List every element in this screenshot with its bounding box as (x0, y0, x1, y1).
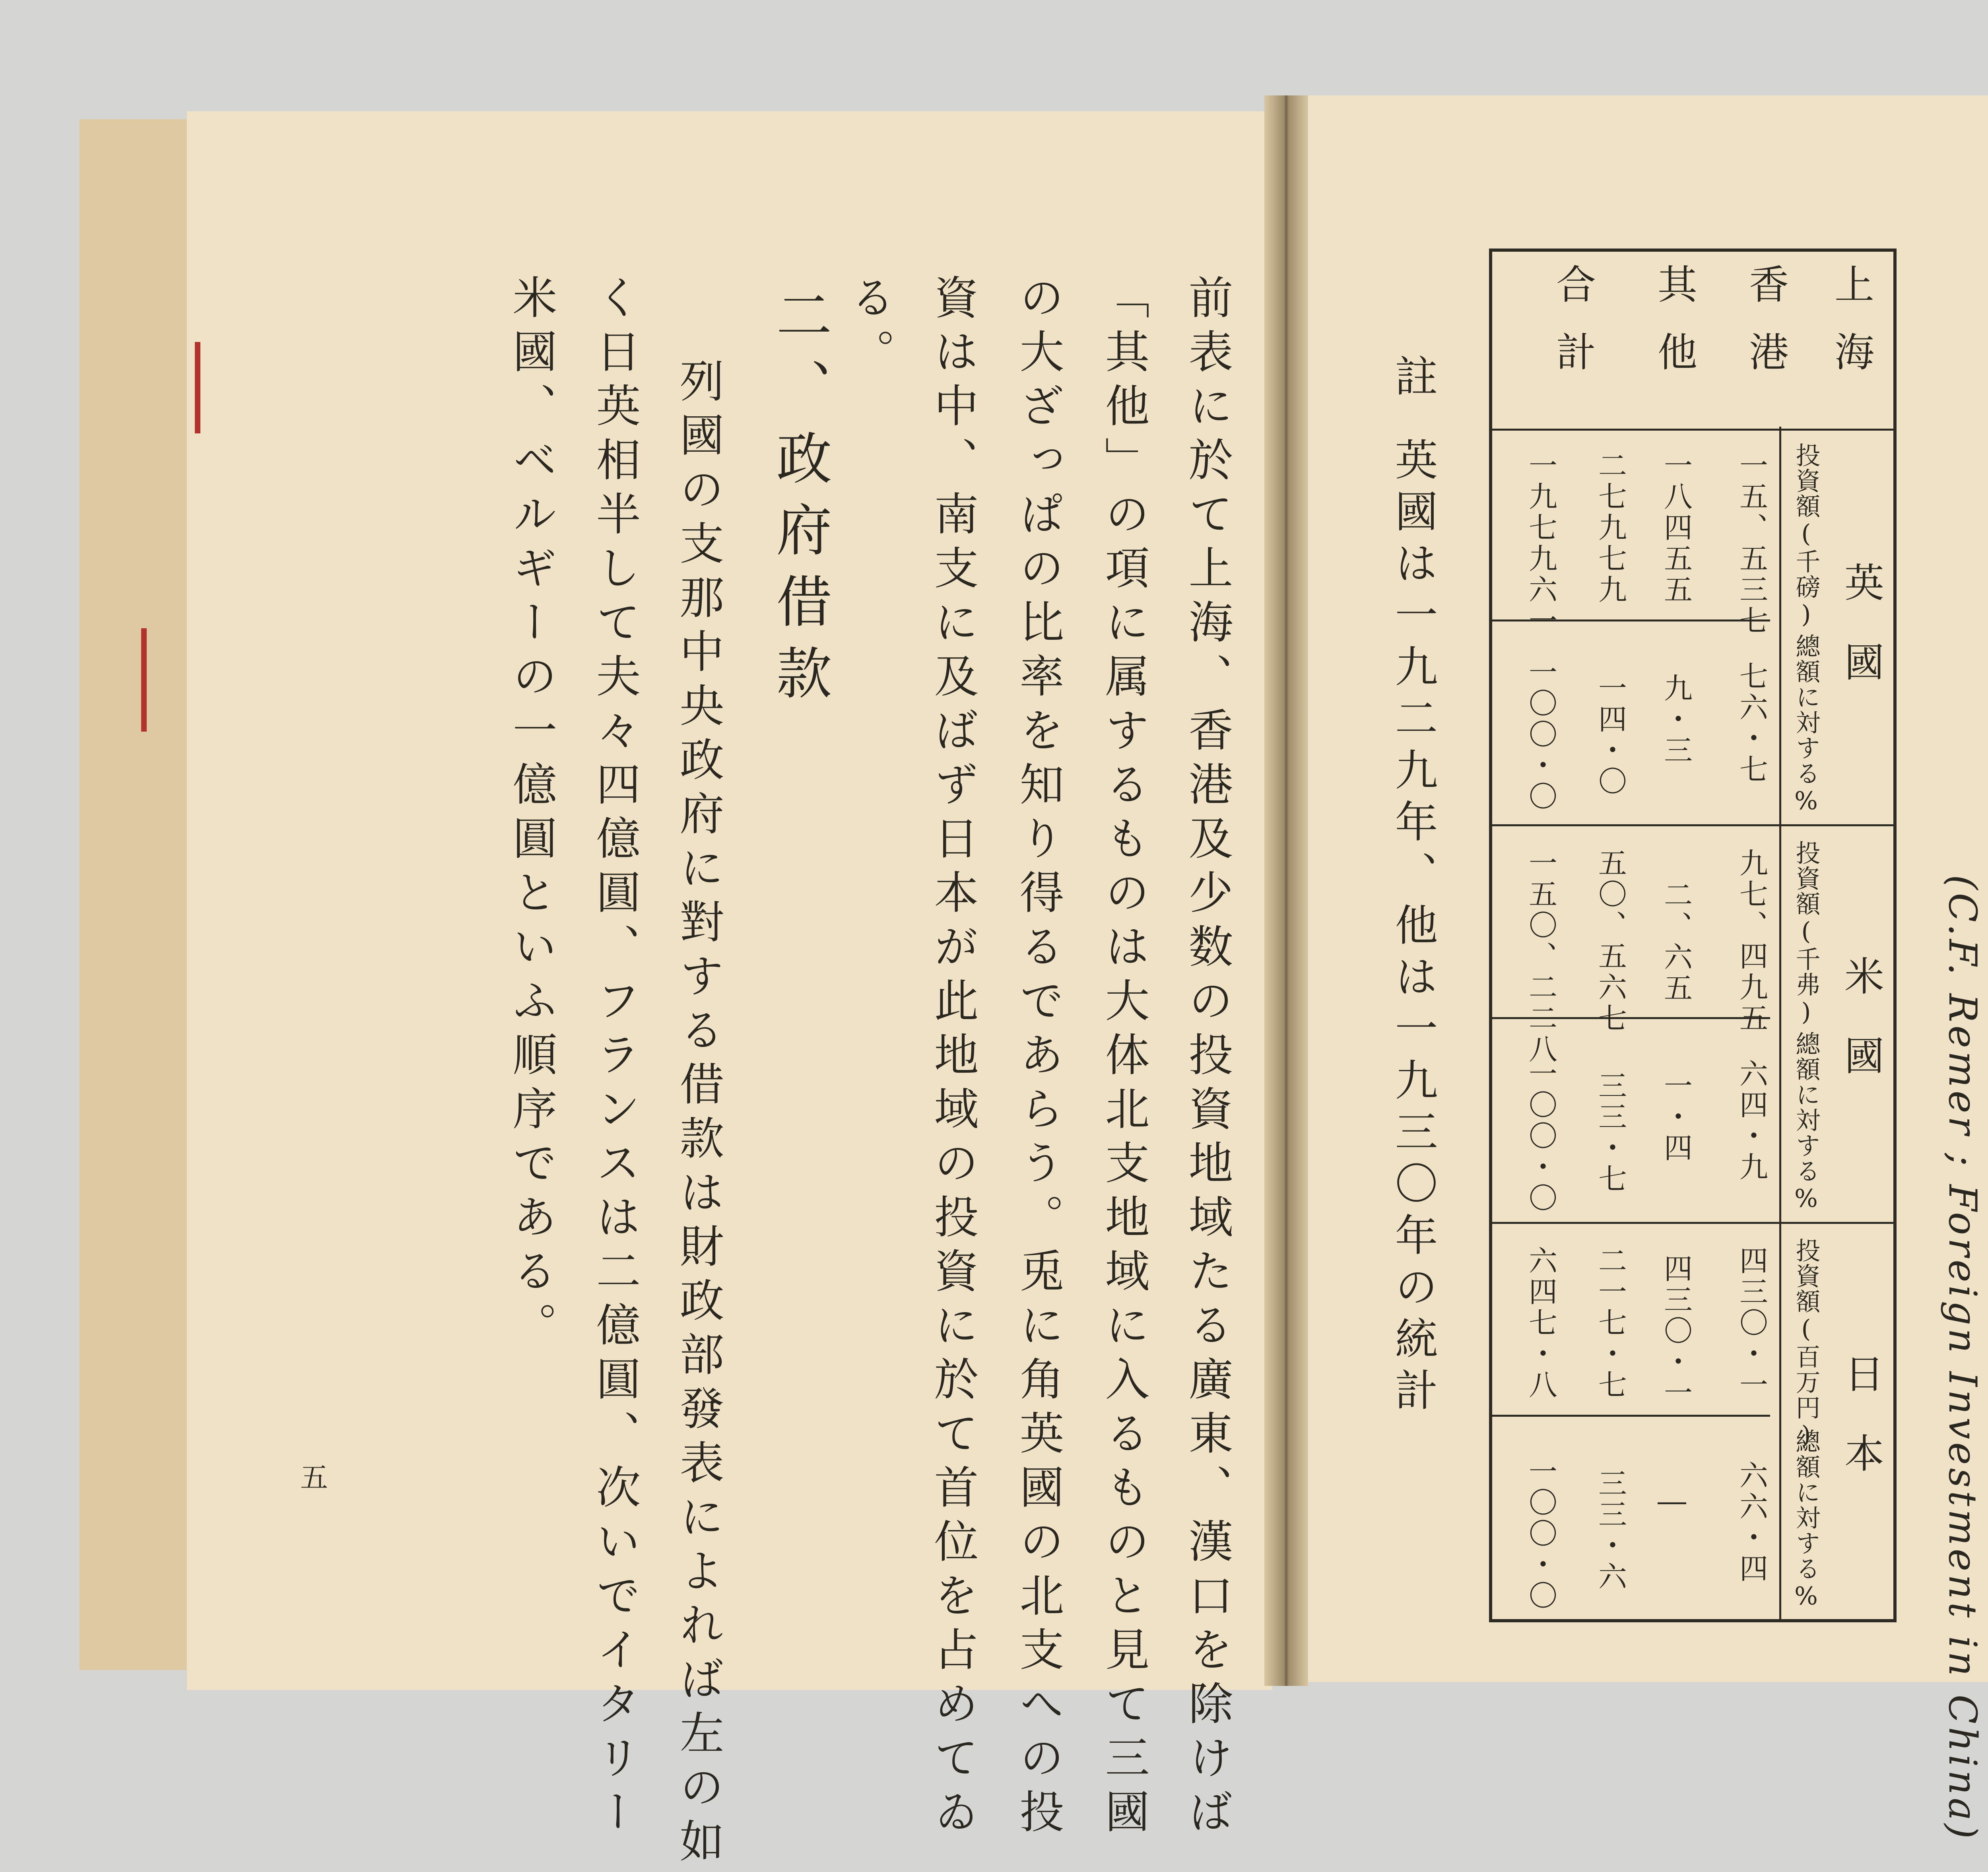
sub-header-us-percent: 總額に対する% (1792, 1031, 1821, 1214)
cell-total-jp-percent: 一〇〇・〇 (1524, 1456, 1557, 1612)
book-edge-left (80, 119, 199, 1670)
cell-shanghai-uk-percent: 七六・七 (1735, 661, 1768, 785)
cell-other-uk-amount: 二七九七九 (1594, 451, 1627, 606)
left-paragraph-line-1: 前表に於て上海、香港及少数の投資地域たる廣東、漢口を除けば (1181, 274, 1233, 1843)
cell-total-jp-amount: 六四七・八 (1524, 1246, 1557, 1401)
cell-shanghai-jp-amount: 四三〇・一 (1735, 1246, 1768, 1401)
table-sub-divider-3 (1492, 1415, 1770, 1417)
table-country-divider-1 (1492, 824, 1893, 826)
cell-shanghai-uk-amount: 一五、五三七 (1735, 451, 1768, 637)
left-paragraph-line-4: 資は中、南支に及ばず日本が此地域の投資に於て首位を占めてゐ (927, 274, 978, 1843)
section-heading: 二、政府借款 (767, 286, 832, 716)
sub-header-uk-amount: 投資額(千磅) (1792, 443, 1821, 629)
note-label: 註 (1388, 354, 1437, 406)
left-paragraph-line-5: る。 (843, 274, 895, 383)
cell-shanghai-us-percent: 六四・九 (1735, 1059, 1768, 1183)
cell-total-us-percent: 一〇〇・〇 (1524, 1059, 1557, 1214)
row-label-hongkong: 香港 (1742, 264, 1789, 399)
left-paragraph-line-3: の大ざっぱの比率を知り得るであらう。兎に角英國の北支への投 (1012, 274, 1064, 1843)
sub-header-uk-percent: 總額に対する% (1792, 633, 1821, 816)
col-header-japan: 日 本 (1838, 1353, 1884, 1472)
cell-total-us-amount: 一五〇、二二八 (1524, 848, 1557, 1065)
col-header-britain: 英 國 (1838, 562, 1884, 681)
table-country-divider-2 (1492, 1222, 1893, 1224)
row-label-other: 其他 (1651, 264, 1697, 399)
cell-hongkong-us-percent: 一・四 (1659, 1071, 1693, 1164)
sub-header-jp-percent: 總額に対する% (1792, 1429, 1821, 1611)
cell-hongkong-jp-percent: ― (1655, 1484, 1689, 1520)
cell-hongkong-us-amount: 二、六五 (1659, 880, 1693, 1004)
section-line-3: 米國、ベルギーの一億圓といふ順序である。 (505, 274, 557, 1356)
book-gutter (1264, 95, 1308, 1686)
binding-thread-left-1 (195, 342, 200, 433)
row-label-shanghai: 上海 (1828, 264, 1874, 399)
cell-other-us-percent: 三三・七 (1594, 1071, 1627, 1195)
investment-table (1489, 249, 1897, 1622)
cell-other-jp-percent: 三三・六 (1594, 1468, 1627, 1592)
cell-shanghai-jp-percent: 六六・四 (1735, 1460, 1768, 1585)
cell-total-uk-percent: 一〇〇・〇 (1524, 657, 1557, 812)
table-col-divider (1779, 427, 1781, 1619)
left-page-folio: 五 (300, 1461, 328, 1494)
section-line-1: 列國の支那中央政府に對する借款は財政部發表によれば左の如 (672, 358, 724, 1872)
cell-shanghai-us-amount: 九七、四九五 (1735, 848, 1768, 1034)
cell-hongkong-jp-amount: 四三〇・一 (1659, 1254, 1693, 1409)
section-line-2: く日英相半して夫々四億圓、フランスは二億圓、次いでイタリー (589, 274, 641, 1843)
cell-total-uk-amount: 一九七九六一 (1524, 451, 1557, 637)
sub-header-jp-amount: 投資額(百万円) (1792, 1238, 1821, 1450)
row-label-total: 合計 (1549, 264, 1596, 399)
left-paragraph-line-2: 「其他」の項に属するものは大体北支地域に入るものと見て三國 (1098, 274, 1149, 1843)
table-source: (C.F. Remer ; Foreign Investment in China) (1940, 875, 1985, 1842)
cell-hongkong-uk-amount: 一八四五五 (1659, 451, 1693, 606)
cell-other-us-amount: 五〇、五六七 (1594, 848, 1627, 1034)
note-text: 英國は一九二九年、他は一九三〇年の統計 (1388, 437, 1437, 1420)
sub-header-us-amount: 投資額(千弗) (1792, 840, 1821, 1027)
table-header-divider (1492, 429, 1893, 431)
cell-other-uk-percent: 一四・〇 (1594, 673, 1627, 797)
cell-other-jp-amount: 二一七・七 (1594, 1246, 1627, 1401)
col-header-usa: 米 國 (1838, 955, 1884, 1075)
binding-thread-left-2 (141, 628, 147, 732)
cell-hongkong-uk-percent: 九・三 (1659, 673, 1693, 766)
